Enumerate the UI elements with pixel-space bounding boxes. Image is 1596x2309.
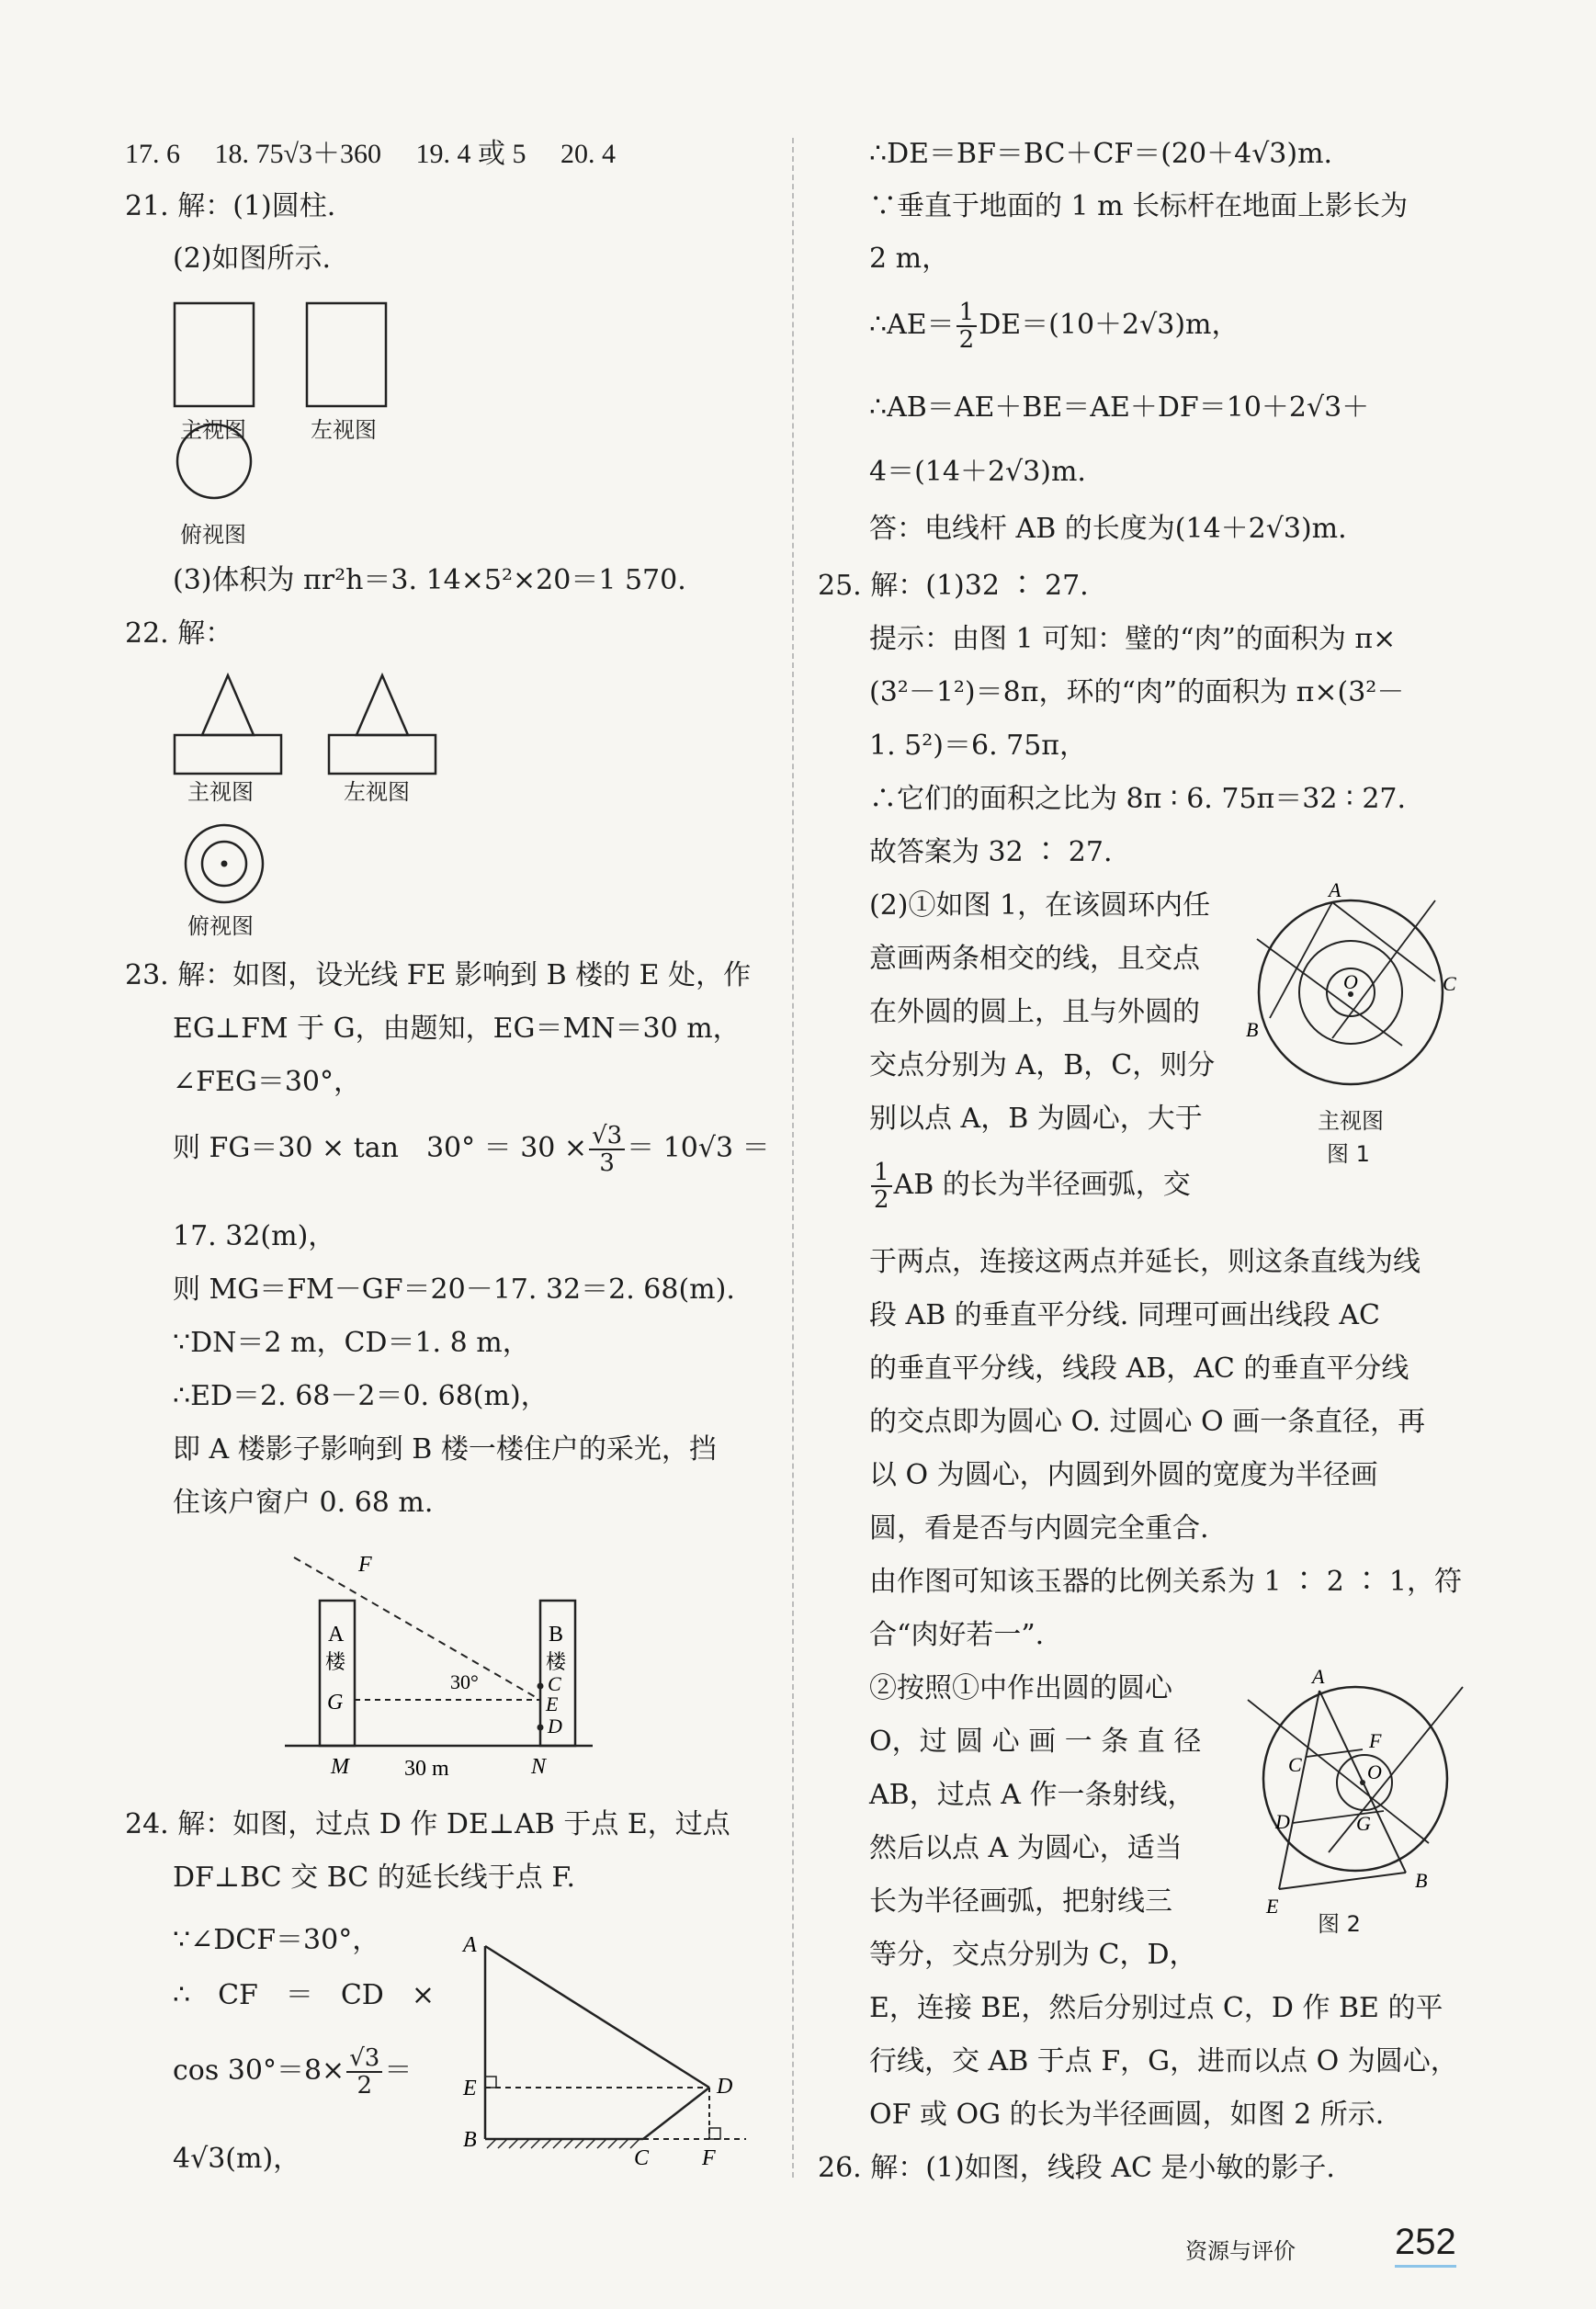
q23-line8: ∴ED＝2. 68－2＝0. 68(m)， bbox=[173, 1380, 549, 1412]
q22-front-base bbox=[175, 735, 281, 774]
q25-s9: OF 或 OG 的长为半径画圆，如图 2 所示. bbox=[869, 2099, 1385, 2131]
fig1-label-b: B bbox=[1246, 1018, 1259, 1041]
q22-heading: 22. 解： bbox=[125, 617, 233, 650]
q23-point-c bbox=[538, 1683, 544, 1690]
q23-line4 bbox=[173, 1123, 770, 1176]
q21-part2: (2)如图所示. bbox=[173, 243, 332, 275]
fig2-caption: 图 2 bbox=[1318, 1911, 1361, 1937]
q24-label-f: F bbox=[702, 2146, 716, 2168]
q23-line1: 23. 解：如图，设光线 FE 影响到 B 楼的 E 处，作 bbox=[125, 959, 752, 991]
q24-line2: DF⊥BC 交 BC 的延长线于点 F. bbox=[173, 1862, 576, 1894]
fig1-label-o: O bbox=[1343, 970, 1358, 993]
q24-line3: ∵∠DCF＝30°， bbox=[173, 1924, 380, 1956]
q24-line4: ∴ CF ＝ CD × bbox=[173, 1979, 435, 2011]
q24-fraction: $\frac{√3}{2}$ bbox=[346, 2045, 382, 2099]
q24-cont-line5: ∴AB＝AE＋BE＝AE＋DF＝10＋2√3＋ bbox=[869, 391, 1370, 424]
q24-answer: 答：电线杆 AB 的长度为(14＋2√3)m. bbox=[869, 513, 1347, 545]
answers-17-20: 17. 6 18. 75√3＋360 19. 4 或 5 20. 4 bbox=[125, 139, 616, 169]
q23-label-angle: 30° bbox=[450, 1670, 479, 1693]
footer-tag: 资源与评价 bbox=[1185, 2238, 1296, 2264]
q21-caption-front: 主视图 bbox=[180, 417, 246, 443]
q23-line4-b: ＝ 10√3 ＝ bbox=[627, 1132, 770, 1164]
q22-top-center-dot bbox=[221, 861, 228, 867]
fig2-label-c: C bbox=[1288, 1753, 1302, 1776]
q22-front-triangle bbox=[202, 675, 254, 735]
q25-p4: 交点分别为 A，B，C，则分 bbox=[869, 1049, 1216, 1081]
q25-s6: 等分，交点分别为 C，D， bbox=[869, 1939, 1197, 1971]
q23-label-n: N bbox=[531, 1755, 547, 1779]
q22-caption-front: 主视图 bbox=[187, 779, 254, 805]
q23-label-lou2: 楼 bbox=[546, 1650, 567, 1673]
fig2-label-g: G bbox=[1356, 1812, 1371, 1835]
fig2-label-e: E bbox=[1266, 1895, 1279, 1917]
q24-label-e: E bbox=[463, 2077, 477, 2100]
q24-cont-line4 bbox=[869, 300, 1239, 353]
fig2-outer-circle bbox=[1263, 1687, 1447, 1871]
q25-line5: 故答案为 32 ∶ 27. bbox=[869, 836, 1113, 868]
q23-line7: ∵DN＝2 m，CD＝1. 8 m， bbox=[173, 1327, 530, 1359]
fig1-line-ab bbox=[1270, 902, 1332, 1018]
q24-figure bbox=[459, 1930, 763, 2168]
q22-caption-left: 左视图 bbox=[344, 779, 410, 805]
q21-figure bbox=[165, 294, 404, 505]
fig2-label-o: O bbox=[1367, 1760, 1382, 1783]
q25-figure2 bbox=[1240, 1669, 1488, 1917]
q23-line6: 则 MG＝FM－GF＝20－17. 32＝2. 68(m). bbox=[173, 1273, 735, 1306]
q24-dc bbox=[643, 2088, 709, 2139]
q24-ground-hatch bbox=[487, 2139, 640, 2148]
q25-p1: (2)①如图 1，在该圆环内任 bbox=[869, 889, 1211, 922]
q25-line1: 提示：由图 1 可知：璧的“肉”的面积为 π× bbox=[869, 623, 1397, 655]
q23-figure bbox=[285, 1553, 597, 1783]
q24-cont-line4-a: ∴AE＝ bbox=[869, 309, 955, 341]
q25-s7: E，连接 BE，然后分别过点 C，D 作 BE 的平 bbox=[869, 1992, 1443, 2024]
q22-left-base bbox=[329, 735, 436, 774]
fig1-bisector1 bbox=[1257, 939, 1402, 1046]
q25-p7: 于两点，连接这两点并延长，则这条直线为线 bbox=[869, 1246, 1421, 1278]
q25-s1: ②按照①中作出圆的圆心 bbox=[869, 1672, 1172, 1704]
column-divider bbox=[792, 138, 794, 2178]
q23-point-d bbox=[538, 1725, 544, 1731]
fig2-label-b: B bbox=[1415, 1869, 1428, 1892]
q23-label-e: E bbox=[546, 1692, 559, 1715]
q23-label-dist: 30 m bbox=[404, 1757, 449, 1781]
q24-right-angle-f bbox=[709, 2128, 720, 2139]
q23-line10: 住该户窗户 0. 68 m. bbox=[173, 1487, 434, 1519]
q25-line4: ∴它们的面积之比为 8π ∶ 6. 75π＝32 ∶ 27. bbox=[869, 783, 1407, 815]
q21-heading: 21. 解：(1)圆柱. bbox=[125, 190, 336, 222]
fig2-extra-line2 bbox=[1329, 1687, 1463, 1852]
q21-part3: (3)体积为 πr²h＝3. 14×5²×20＝1 570. bbox=[173, 564, 686, 596]
q24-line6: 4√3(m)， bbox=[173, 2143, 301, 2175]
fig1-label-a: A bbox=[1329, 882, 1341, 901]
q23-line4-a: 则 FG＝30 × tan 30° ＝ 30 × bbox=[173, 1132, 588, 1164]
q23-label-m: M bbox=[331, 1755, 349, 1779]
q25-p14: 合“肉好若一”. bbox=[869, 1619, 1045, 1651]
q24-label-c: C bbox=[634, 2146, 650, 2168]
q23-label-f: F bbox=[358, 1553, 372, 1577]
q24-label-d: D bbox=[717, 2075, 733, 2099]
q23-label-a: A bbox=[328, 1623, 345, 1647]
q25-p6 bbox=[869, 1160, 1191, 1213]
fig2-line-be bbox=[1279, 1873, 1406, 1889]
q23-fraction: $\frac{√3}{3}$ bbox=[589, 1123, 625, 1176]
q25-line3: 1. 5²)＝6. 75π， bbox=[869, 730, 1088, 762]
q25-line2: (3²－1²)＝8π，环的“肉”的面积为 π×(3²－ bbox=[869, 676, 1405, 708]
q24-ad bbox=[485, 1946, 709, 2088]
q23-line2: EG⊥FM 于 G，由题知，EG＝MN＝30 m， bbox=[173, 1013, 741, 1045]
q25-s5: 长为半径画弧，把射线三 bbox=[869, 1885, 1172, 1918]
q25-p8: 段 AB 的垂直平分线. 同理可画出线段 AC bbox=[869, 1299, 1381, 1331]
q21-left-view-rect bbox=[307, 303, 386, 406]
fig2-center-point bbox=[1360, 1780, 1365, 1785]
q24-line5 bbox=[173, 2045, 412, 2099]
q23-label-d: D bbox=[548, 1715, 562, 1737]
q24-right-angle-e bbox=[485, 2077, 496, 2088]
q23-label-g: G bbox=[327, 1691, 344, 1715]
q24-line1: 24. 解：如图，过点 D 作 DE⊥AB 于点 E，过点 bbox=[125, 1808, 730, 1840]
q25-s2: O，过 圆 心 画 一 条 直 径 bbox=[869, 1726, 1202, 1758]
q25-p13: 由作图可知该玉器的比例关系为 1 ∶ 2 ∶ 1，符 bbox=[869, 1566, 1462, 1598]
q24-cont-line2: ∵垂直于地面的 1 m 长标杆在地面上影长为 bbox=[869, 190, 1409, 222]
q24-cont-line6: 4＝(14＋2√3)m. bbox=[869, 456, 1086, 488]
fig2-label-a: A bbox=[1312, 1669, 1325, 1688]
q24-line5-b: ＝ bbox=[384, 2054, 413, 2087]
fig1-caption-view: 主视图 bbox=[1318, 1108, 1384, 1134]
q24-label-a: A bbox=[463, 1933, 477, 1957]
q25-s4: 然后以点 A 为圆心，适当 bbox=[869, 1832, 1183, 1864]
q25-s8: 行线，交 AB 于点 F，G，进而以点 O 为圆心， bbox=[869, 2045, 1458, 2077]
q21-front-view-rect bbox=[175, 303, 254, 406]
q24-line5-a: cos 30°＝8× bbox=[173, 2054, 345, 2087]
q25-p10: 的交点即为圆心 O. 过圆心 O 画一条直径，再 bbox=[869, 1406, 1426, 1438]
q25-heading: 25. 解：(1)32 ∶ 27. bbox=[818, 570, 1089, 602]
q23-line5: 17. 32(m)， bbox=[173, 1220, 336, 1252]
q23-line9: 即 A 楼影子影响到 B 楼一楼住户的采光，挡 bbox=[173, 1433, 717, 1466]
q25-p5: 别以点 A，B 为圆心，大于 bbox=[869, 1103, 1203, 1135]
q24-label-b: B bbox=[463, 2128, 477, 2152]
q25-p3: 在外圆的圆上，且与外圆的 bbox=[869, 996, 1200, 1028]
q23-label-lou1: 楼 bbox=[325, 1650, 346, 1673]
fig2-label-d: D bbox=[1275, 1810, 1290, 1833]
fig2-label-f: F bbox=[1369, 1729, 1382, 1752]
q25-p12: 圆，看是否与内圆完全重合. bbox=[869, 1512, 1209, 1545]
q24-cont-fraction: $\frac{1}{2}$ bbox=[956, 300, 978, 353]
q25-p9: 的垂直平分线，线段 AB，AC 的垂直平分线 bbox=[869, 1353, 1409, 1385]
q22-caption-top: 俯视图 bbox=[187, 913, 254, 939]
q25-figure1 bbox=[1240, 882, 1479, 1103]
q25-fraction: $\frac{1}{2}$ bbox=[871, 1160, 892, 1213]
q25-p2: 意画两条相交的线，且交点 bbox=[869, 943, 1200, 975]
q25-p6-b: AB 的长为半径画弧，交 bbox=[893, 1169, 1191, 1201]
q24-cont-line1: ∴DE＝BF＝BC＋CF＝(20＋4√3)m. bbox=[869, 138, 1333, 170]
q24-cont-line4-b: DE＝(10＋2√3)m， bbox=[979, 309, 1239, 341]
q25-p11: 以 O 为圆心，内圆到外圆的宽度为半径画 bbox=[869, 1459, 1378, 1491]
q22-left-triangle bbox=[357, 675, 408, 735]
q23-label-b: B bbox=[549, 1623, 564, 1647]
page-number: 252 bbox=[1395, 2222, 1456, 2268]
q23-line3: ∠FEG＝30°， bbox=[173, 1066, 361, 1098]
q24-cont-line3: 2 m， bbox=[869, 243, 950, 275]
q25-s3: AB，过点 A 作一条射线， bbox=[869, 1779, 1195, 1811]
fig1-caption: 图 1 bbox=[1327, 1141, 1370, 1167]
q23-label-c: C bbox=[548, 1672, 561, 1695]
q21-caption-left: 左视图 bbox=[311, 417, 377, 443]
q21-caption-top: 俯视图 bbox=[180, 522, 246, 548]
fig1-label-c: C bbox=[1443, 972, 1456, 995]
q26-line1: 26. 解：(1)如图，线段 AC 是小敏的影子. bbox=[818, 2152, 1335, 2184]
